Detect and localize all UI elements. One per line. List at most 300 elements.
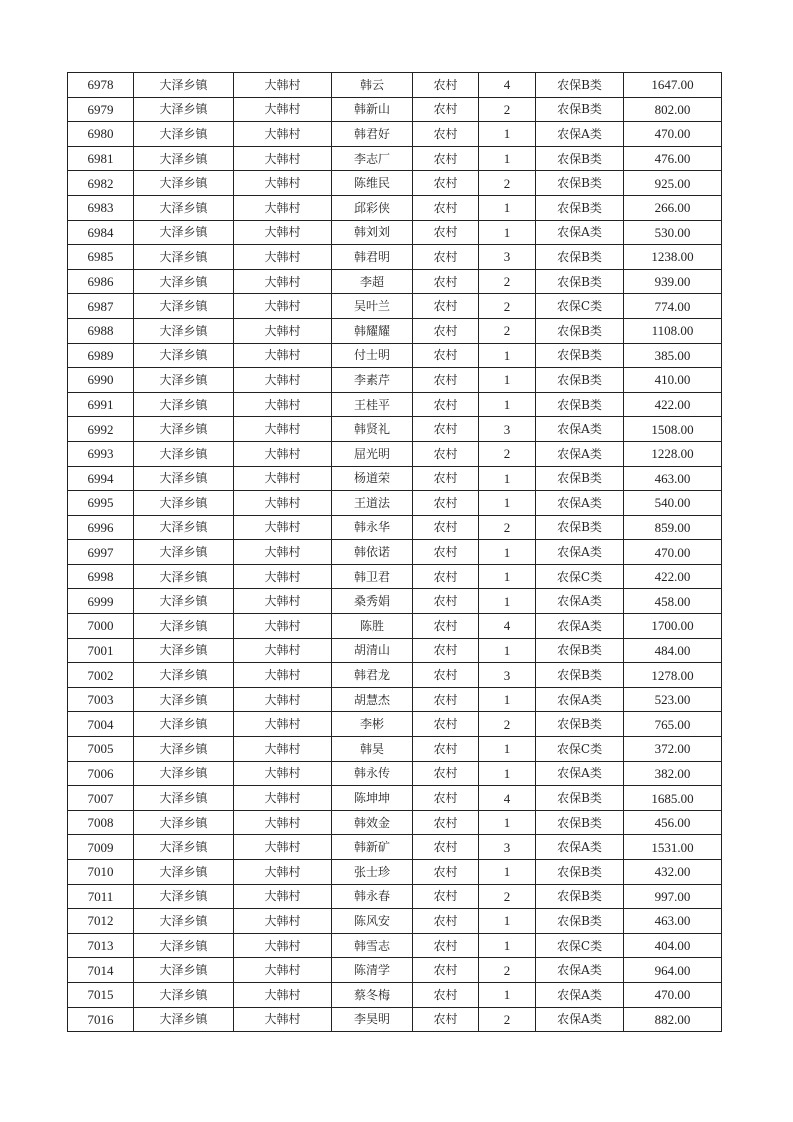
household-type-cell: 农村 xyxy=(413,146,479,171)
person-count-cell: 1 xyxy=(479,982,536,1007)
household-type-cell: 农村 xyxy=(413,638,479,663)
village-cell: 大韩村 xyxy=(234,392,332,417)
table-row xyxy=(68,97,722,122)
amount-cell: 882.00 xyxy=(624,1007,722,1032)
village-cell: 大韩村 xyxy=(234,1007,332,1032)
insurance-category-cell: 农保B类 xyxy=(536,786,624,811)
village-cell: 大韩村 xyxy=(234,638,332,663)
name-cell: 韩耀耀 xyxy=(332,318,413,343)
insurance-category-cell: 农保B类 xyxy=(536,909,624,934)
person-count-cell: 1 xyxy=(479,860,536,885)
table-row xyxy=(68,712,722,737)
table-body xyxy=(68,73,722,1032)
person-count-cell: 2 xyxy=(479,712,536,737)
village-cell: 大韩村 xyxy=(234,786,332,811)
village-cell: 大韩村 xyxy=(234,73,332,98)
township-cell: 大泽乡镇 xyxy=(134,441,234,466)
serial-number-cell: 6993 xyxy=(68,441,134,466)
name-cell: 屈光明 xyxy=(332,441,413,466)
amount-cell: 1238.00 xyxy=(624,245,722,270)
person-count-cell: 2 xyxy=(479,441,536,466)
serial-number-cell: 6990 xyxy=(68,368,134,393)
village-cell: 大韩村 xyxy=(234,737,332,762)
insurance-category-cell: 农保B类 xyxy=(536,73,624,98)
village-cell: 大韩村 xyxy=(234,122,332,147)
serial-number-cell: 6978 xyxy=(68,73,134,98)
township-cell: 大泽乡镇 xyxy=(134,245,234,270)
person-count-cell: 1 xyxy=(479,540,536,565)
table-row xyxy=(68,589,722,614)
township-cell: 大泽乡镇 xyxy=(134,614,234,639)
township-cell: 大泽乡镇 xyxy=(134,392,234,417)
township-cell: 大泽乡镇 xyxy=(134,933,234,958)
name-cell: 韩永春 xyxy=(332,884,413,909)
serial-number-cell: 6998 xyxy=(68,564,134,589)
amount-cell: 404.00 xyxy=(624,933,722,958)
serial-number-cell: 6992 xyxy=(68,417,134,442)
household-type-cell: 农村 xyxy=(413,392,479,417)
serial-number-cell: 6987 xyxy=(68,294,134,319)
serial-number-cell: 7012 xyxy=(68,909,134,934)
person-count-cell: 2 xyxy=(479,269,536,294)
household-type-cell: 农村 xyxy=(413,171,479,196)
name-cell: 韩刘刘 xyxy=(332,220,413,245)
household-type-cell: 农村 xyxy=(413,982,479,1007)
household-type-cell: 农村 xyxy=(413,589,479,614)
household-type-cell: 农村 xyxy=(413,220,479,245)
person-count-cell: 1 xyxy=(479,146,536,171)
table-row xyxy=(68,195,722,220)
amount-cell: 385.00 xyxy=(624,343,722,368)
village-cell: 大韩村 xyxy=(234,933,332,958)
serial-number-cell: 6980 xyxy=(68,122,134,147)
table-row xyxy=(68,73,722,98)
household-type-cell: 农村 xyxy=(413,417,479,442)
village-cell: 大韩村 xyxy=(234,687,332,712)
insurance-category-cell: 农保A类 xyxy=(536,491,624,516)
township-cell: 大泽乡镇 xyxy=(134,810,234,835)
amount-cell: 1278.00 xyxy=(624,663,722,688)
name-cell: 韩雪志 xyxy=(332,933,413,958)
township-cell: 大泽乡镇 xyxy=(134,982,234,1007)
household-type-cell: 农村 xyxy=(413,368,479,393)
serial-number-cell: 6986 xyxy=(68,269,134,294)
name-cell: 桑秀娟 xyxy=(332,589,413,614)
person-count-cell: 1 xyxy=(479,687,536,712)
table-row xyxy=(68,269,722,294)
name-cell: 李昊明 xyxy=(332,1007,413,1032)
amount-cell: 530.00 xyxy=(624,220,722,245)
amount-cell: 463.00 xyxy=(624,466,722,491)
insurance-category-cell: 农保B类 xyxy=(536,860,624,885)
amount-cell: 964.00 xyxy=(624,958,722,983)
name-cell: 陈风安 xyxy=(332,909,413,934)
village-cell: 大韩村 xyxy=(234,564,332,589)
insurance-category-cell: 农保A类 xyxy=(536,982,624,1007)
table-row xyxy=(68,146,722,171)
township-cell: 大泽乡镇 xyxy=(134,884,234,909)
table-row xyxy=(68,958,722,983)
household-type-cell: 农村 xyxy=(413,737,479,762)
village-cell: 大韩村 xyxy=(234,540,332,565)
name-cell: 李超 xyxy=(332,269,413,294)
village-cell: 大韩村 xyxy=(234,245,332,270)
serial-number-cell: 6983 xyxy=(68,195,134,220)
amount-cell: 1531.00 xyxy=(624,835,722,860)
name-cell: 陈坤坤 xyxy=(332,786,413,811)
amount-cell: 463.00 xyxy=(624,909,722,934)
table-row xyxy=(68,933,722,958)
village-cell: 大韩村 xyxy=(234,368,332,393)
amount-cell: 1228.00 xyxy=(624,441,722,466)
serial-number-cell: 6995 xyxy=(68,491,134,516)
household-type-cell: 农村 xyxy=(413,933,479,958)
insurance-category-cell: 农保B类 xyxy=(536,663,624,688)
township-cell: 大泽乡镇 xyxy=(134,122,234,147)
insurance-category-cell: 农保C类 xyxy=(536,564,624,589)
person-count-cell: 1 xyxy=(479,491,536,516)
amount-cell: 484.00 xyxy=(624,638,722,663)
village-cell: 大韩村 xyxy=(234,663,332,688)
person-count-cell: 1 xyxy=(479,933,536,958)
village-cell: 大韩村 xyxy=(234,515,332,540)
table-row xyxy=(68,909,722,934)
person-count-cell: 1 xyxy=(479,909,536,934)
insurance-category-cell: 农保C类 xyxy=(536,933,624,958)
amount-cell: 476.00 xyxy=(624,146,722,171)
serial-number-cell: 6996 xyxy=(68,515,134,540)
data-table xyxy=(67,72,722,1032)
household-type-cell: 农村 xyxy=(413,712,479,737)
village-cell: 大韩村 xyxy=(234,171,332,196)
insurance-category-cell: 农保B类 xyxy=(536,712,624,737)
township-cell: 大泽乡镇 xyxy=(134,73,234,98)
household-type-cell: 农村 xyxy=(413,564,479,589)
household-type-cell: 农村 xyxy=(413,909,479,934)
amount-cell: 802.00 xyxy=(624,97,722,122)
name-cell: 吴叶兰 xyxy=(332,294,413,319)
household-type-cell: 农村 xyxy=(413,958,479,983)
household-type-cell: 农村 xyxy=(413,1007,479,1032)
person-count-cell: 2 xyxy=(479,97,536,122)
household-type-cell: 农村 xyxy=(413,195,479,220)
amount-cell: 458.00 xyxy=(624,589,722,614)
insurance-category-cell: 农保A类 xyxy=(536,614,624,639)
township-cell: 大泽乡镇 xyxy=(134,269,234,294)
person-count-cell: 1 xyxy=(479,564,536,589)
serial-number-cell: 6989 xyxy=(68,343,134,368)
name-cell: 韩效金 xyxy=(332,810,413,835)
insurance-category-cell: 农保B类 xyxy=(536,245,624,270)
table-row xyxy=(68,687,722,712)
household-type-cell: 农村 xyxy=(413,860,479,885)
name-cell: 胡清山 xyxy=(332,638,413,663)
table-row xyxy=(68,564,722,589)
table-row xyxy=(68,441,722,466)
serial-number-cell: 7008 xyxy=(68,810,134,835)
person-count-cell: 2 xyxy=(479,294,536,319)
insurance-category-cell: 农保A类 xyxy=(536,687,624,712)
name-cell: 韩卫君 xyxy=(332,564,413,589)
amount-cell: 540.00 xyxy=(624,491,722,516)
table-row xyxy=(68,884,722,909)
name-cell: 韩贤礼 xyxy=(332,417,413,442)
township-cell: 大泽乡镇 xyxy=(134,540,234,565)
amount-cell: 997.00 xyxy=(624,884,722,909)
household-type-cell: 农村 xyxy=(413,97,479,122)
amount-cell: 1700.00 xyxy=(624,614,722,639)
insurance-category-cell: 农保B类 xyxy=(536,368,624,393)
village-cell: 大韩村 xyxy=(234,884,332,909)
household-type-cell: 农村 xyxy=(413,318,479,343)
insurance-category-cell: 农保A类 xyxy=(536,417,624,442)
township-cell: 大泽乡镇 xyxy=(134,835,234,860)
serial-number-cell: 7009 xyxy=(68,835,134,860)
village-cell: 大韩村 xyxy=(234,958,332,983)
village-cell: 大韩村 xyxy=(234,146,332,171)
insurance-category-cell: 农保A类 xyxy=(536,1007,624,1032)
person-count-cell: 4 xyxy=(479,73,536,98)
name-cell: 李志厂 xyxy=(332,146,413,171)
serial-number-cell: 6982 xyxy=(68,171,134,196)
amount-cell: 470.00 xyxy=(624,540,722,565)
person-count-cell: 1 xyxy=(479,589,536,614)
table-row xyxy=(68,417,722,442)
insurance-category-cell: 农保B类 xyxy=(536,269,624,294)
person-count-cell: 3 xyxy=(479,417,536,442)
person-count-cell: 1 xyxy=(479,392,536,417)
serial-number-cell: 7007 xyxy=(68,786,134,811)
amount-cell: 432.00 xyxy=(624,860,722,885)
serial-number-cell: 7011 xyxy=(68,884,134,909)
name-cell: 韩君龙 xyxy=(332,663,413,688)
serial-number-cell: 6979 xyxy=(68,97,134,122)
township-cell: 大泽乡镇 xyxy=(134,515,234,540)
person-count-cell: 1 xyxy=(479,195,536,220)
table-row xyxy=(68,392,722,417)
person-count-cell: 1 xyxy=(479,761,536,786)
table-row xyxy=(68,786,722,811)
serial-number-cell: 6991 xyxy=(68,392,134,417)
table-row xyxy=(68,761,722,786)
amount-cell: 410.00 xyxy=(624,368,722,393)
township-cell: 大泽乡镇 xyxy=(134,712,234,737)
township-cell: 大泽乡镇 xyxy=(134,786,234,811)
name-cell: 胡慧杰 xyxy=(332,687,413,712)
name-cell: 付士明 xyxy=(332,343,413,368)
serial-number-cell: 7001 xyxy=(68,638,134,663)
serial-number-cell: 7006 xyxy=(68,761,134,786)
township-cell: 大泽乡镇 xyxy=(134,220,234,245)
person-count-cell: 2 xyxy=(479,318,536,343)
name-cell: 韩依诺 xyxy=(332,540,413,565)
township-cell: 大泽乡镇 xyxy=(134,589,234,614)
table-row xyxy=(68,737,722,762)
name-cell: 张士珍 xyxy=(332,860,413,885)
serial-number-cell: 7014 xyxy=(68,958,134,983)
table-row xyxy=(68,810,722,835)
village-cell: 大韩村 xyxy=(234,441,332,466)
person-count-cell: 3 xyxy=(479,663,536,688)
person-count-cell: 1 xyxy=(479,466,536,491)
village-cell: 大韩村 xyxy=(234,761,332,786)
name-cell: 韩君明 xyxy=(332,245,413,270)
name-cell: 陈胜 xyxy=(332,614,413,639)
household-type-cell: 农村 xyxy=(413,515,479,540)
amount-cell: 470.00 xyxy=(624,982,722,1007)
township-cell: 大泽乡镇 xyxy=(134,171,234,196)
township-cell: 大泽乡镇 xyxy=(134,491,234,516)
household-type-cell: 农村 xyxy=(413,294,479,319)
amount-cell: 456.00 xyxy=(624,810,722,835)
village-cell: 大韩村 xyxy=(234,614,332,639)
name-cell: 李素芹 xyxy=(332,368,413,393)
amount-cell: 765.00 xyxy=(624,712,722,737)
name-cell: 陈清学 xyxy=(332,958,413,983)
table-row xyxy=(68,835,722,860)
table-row xyxy=(68,122,722,147)
insurance-category-cell: 农保A类 xyxy=(536,220,624,245)
village-cell: 大韩村 xyxy=(234,466,332,491)
table-row xyxy=(68,982,722,1007)
insurance-category-cell: 农保A类 xyxy=(536,761,624,786)
insurance-category-cell: 农保B类 xyxy=(536,810,624,835)
person-count-cell: 1 xyxy=(479,810,536,835)
township-cell: 大泽乡镇 xyxy=(134,958,234,983)
table-row xyxy=(68,540,722,565)
name-cell: 韩新山 xyxy=(332,97,413,122)
serial-number-cell: 7010 xyxy=(68,860,134,885)
name-cell: 陈维民 xyxy=(332,171,413,196)
village-cell: 大韩村 xyxy=(234,195,332,220)
name-cell: 韩新矿 xyxy=(332,835,413,860)
insurance-category-cell: 农保B类 xyxy=(536,318,624,343)
serial-number-cell: 6981 xyxy=(68,146,134,171)
village-cell: 大韩村 xyxy=(234,417,332,442)
insurance-category-cell: 农保B类 xyxy=(536,97,624,122)
household-type-cell: 农村 xyxy=(413,835,479,860)
table-row xyxy=(68,515,722,540)
serial-number-cell: 7003 xyxy=(68,687,134,712)
table-row xyxy=(68,1007,722,1032)
village-cell: 大韩村 xyxy=(234,712,332,737)
amount-cell: 1508.00 xyxy=(624,417,722,442)
person-count-cell: 2 xyxy=(479,958,536,983)
table-row xyxy=(68,663,722,688)
household-type-cell: 农村 xyxy=(413,884,479,909)
table-row xyxy=(68,466,722,491)
serial-number-cell: 7016 xyxy=(68,1007,134,1032)
insurance-category-cell: 农保B类 xyxy=(536,392,624,417)
insurance-category-cell: 农保A类 xyxy=(536,540,624,565)
township-cell: 大泽乡镇 xyxy=(134,1007,234,1032)
household-type-cell: 农村 xyxy=(413,122,479,147)
name-cell: 杨道荣 xyxy=(332,466,413,491)
person-count-cell: 2 xyxy=(479,1007,536,1032)
serial-number-cell: 7013 xyxy=(68,933,134,958)
serial-number-cell: 6994 xyxy=(68,466,134,491)
household-type-cell: 农村 xyxy=(413,786,479,811)
person-count-cell: 3 xyxy=(479,245,536,270)
person-count-cell: 4 xyxy=(479,786,536,811)
person-count-cell: 1 xyxy=(479,368,536,393)
household-type-cell: 农村 xyxy=(413,491,479,516)
amount-cell: 470.00 xyxy=(624,122,722,147)
amount-cell: 1647.00 xyxy=(624,73,722,98)
table-row xyxy=(68,318,722,343)
name-cell: 李彬 xyxy=(332,712,413,737)
insurance-category-cell: 农保B类 xyxy=(536,195,624,220)
household-type-cell: 农村 xyxy=(413,466,479,491)
serial-number-cell: 7000 xyxy=(68,614,134,639)
serial-number-cell: 7015 xyxy=(68,982,134,1007)
amount-cell: 372.00 xyxy=(624,737,722,762)
table-row xyxy=(68,638,722,663)
household-type-cell: 农村 xyxy=(413,269,479,294)
person-count-cell: 1 xyxy=(479,343,536,368)
insurance-category-cell: 农保C类 xyxy=(536,294,624,319)
insurance-category-cell: 农保B类 xyxy=(536,884,624,909)
household-type-cell: 农村 xyxy=(413,245,479,270)
insurance-category-cell: 农保A类 xyxy=(536,441,624,466)
township-cell: 大泽乡镇 xyxy=(134,737,234,762)
name-cell: 韩昊 xyxy=(332,737,413,762)
person-count-cell: 1 xyxy=(479,122,536,147)
township-cell: 大泽乡镇 xyxy=(134,761,234,786)
amount-cell: 1108.00 xyxy=(624,318,722,343)
township-cell: 大泽乡镇 xyxy=(134,466,234,491)
household-type-cell: 农村 xyxy=(413,663,479,688)
person-count-cell: 1 xyxy=(479,638,536,663)
table-row xyxy=(68,343,722,368)
insurance-category-cell: 农保B类 xyxy=(536,146,624,171)
township-cell: 大泽乡镇 xyxy=(134,195,234,220)
amount-cell: 939.00 xyxy=(624,269,722,294)
insurance-category-cell: 农保B类 xyxy=(536,343,624,368)
table-row xyxy=(68,491,722,516)
serial-number-cell: 6985 xyxy=(68,245,134,270)
table-row xyxy=(68,368,722,393)
person-count-cell: 2 xyxy=(479,884,536,909)
household-type-cell: 农村 xyxy=(413,73,479,98)
table-row xyxy=(68,220,722,245)
township-cell: 大泽乡镇 xyxy=(134,564,234,589)
township-cell: 大泽乡镇 xyxy=(134,638,234,663)
township-cell: 大泽乡镇 xyxy=(134,417,234,442)
serial-number-cell: 7005 xyxy=(68,737,134,762)
village-cell: 大韩村 xyxy=(234,343,332,368)
township-cell: 大泽乡镇 xyxy=(134,860,234,885)
household-type-cell: 农村 xyxy=(413,761,479,786)
name-cell: 韩云 xyxy=(332,73,413,98)
amount-cell: 523.00 xyxy=(624,687,722,712)
township-cell: 大泽乡镇 xyxy=(134,343,234,368)
serial-number-cell: 7004 xyxy=(68,712,134,737)
person-count-cell: 4 xyxy=(479,614,536,639)
amount-cell: 925.00 xyxy=(624,171,722,196)
name-cell: 韩君好 xyxy=(332,122,413,147)
name-cell: 王道法 xyxy=(332,491,413,516)
village-cell: 大韩村 xyxy=(234,318,332,343)
amount-cell: 382.00 xyxy=(624,761,722,786)
township-cell: 大泽乡镇 xyxy=(134,909,234,934)
household-type-cell: 农村 xyxy=(413,810,479,835)
household-type-cell: 农村 xyxy=(413,614,479,639)
village-cell: 大韩村 xyxy=(234,491,332,516)
name-cell: 邱彩侠 xyxy=(332,195,413,220)
name-cell: 王桂平 xyxy=(332,392,413,417)
amount-cell: 422.00 xyxy=(624,564,722,589)
